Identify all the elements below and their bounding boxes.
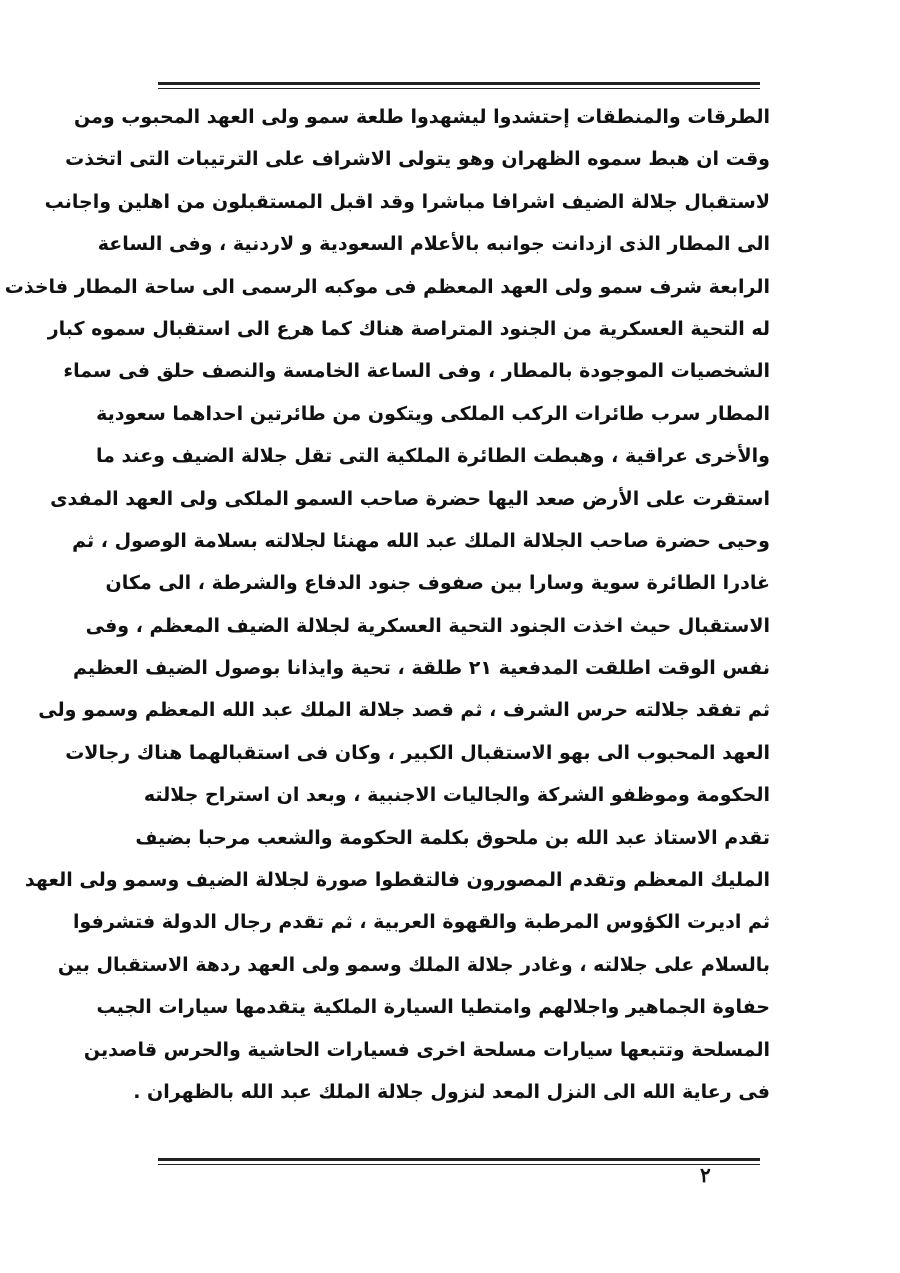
text-line: المليك المعظم وتقدم المصورون فالتقطوا صورة لجلالة الضيف وسمو ولى العهد bbox=[24, 869, 770, 892]
text-line: المطار سرب طائرات الركب الملكى ويتكون من طائرتين احداهما سعودية bbox=[96, 402, 770, 425]
top-rule bbox=[158, 82, 760, 85]
text-line: له التحية العسكرية من الجنود المتراصة هناك كما هرع الى استقبال سموه كبار bbox=[47, 317, 770, 340]
text-line: الطرقات والمنطقات إحتشدوا ليشهدوا طلعة سمو ولى العهد المحبوب ومن bbox=[74, 106, 770, 128]
text-line: المسلحة وتتبعها سيارات مسلحة اخرى فسيارات الحاشية والحرس قاصدين bbox=[83, 1038, 770, 1061]
text-line: وحيى حضرة صاحب الجلالة الملك عبد الله مهنئا لجلالته بسلامة الوصول ، ثم bbox=[72, 529, 770, 552]
text-line: والأخرى عراقية ، وهبطت الطائرة الملكية التى تقل جلالة الضيف وعند ما bbox=[95, 445, 770, 468]
page-number: ٢ bbox=[700, 1163, 711, 1187]
top-rule-thin bbox=[158, 88, 760, 89]
text-line-last: فى رعاية الله الى النزل المعد لنزول جلالة الملك عبد الله بالظهران . bbox=[133, 1080, 770, 1103]
text-line: ثم اديرت الكؤوس المرطبة والقهوة العربية ، ثم تقدم رجال الدولة فتشرفوا bbox=[72, 911, 770, 934]
text-line: الى المطار الذى ازدانت جوانبه بالأعلام السعودية و لاردنية ، وفى الساعة bbox=[97, 233, 770, 256]
text-line: وقت ان هبط سموه الظهران وهو يتولى الاشراف على الترتيبات التى اتخذت bbox=[65, 148, 770, 171]
text-line: لاستقبال جلالة الضيف اشرافا مباشرا وقد اقبل المستقبلون من اهلين واجانب bbox=[44, 190, 770, 213]
body-text bbox=[4, 96, 770, 1113]
text-line: غادرا الطائرة سوية وسارا بين صفوف جنود الدفاع والشرطة ، الى مكان bbox=[105, 572, 770, 595]
bottom-rule bbox=[158, 1158, 760, 1161]
text-line: تقدم الاستاذ عبد الله بن ملحوق بكلمة الحكومة والشعب مرحبا بضيف bbox=[135, 826, 770, 849]
text-line: ثم تفقد جلالته حرس الشرف ، ثم قصد جلالة الملك عبد الله المعظم وسمو ولى bbox=[38, 699, 770, 722]
text-line: نفس الوقت اطلقت المدفعية ٢١ طلقة ، تحية وايذانا بوصول الضيف العظيم bbox=[73, 657, 770, 680]
text-line: العهد المحبوب الى بهو الاستقبال الكبير ، وكان فى استقبالهما هناك رجالات bbox=[65, 741, 770, 764]
text-line: الاستقبال حيث اخذت الجنود التحية العسكرية لجلالة الضيف المعظم ، وفى bbox=[85, 614, 770, 637]
bottom-rule-thin bbox=[158, 1164, 760, 1165]
text-line: الرابعة شرف سمو ولى العهد المعظم فى موكبه الرسمى الى ساحة المطار فاخذت bbox=[4, 275, 770, 298]
text-line: بالسلام على جلالته ، وغادر جلالة الملك وسمو ولى العهد ردهة الاستقبال بين bbox=[57, 953, 770, 976]
text-line: استقرت على الأرض صعد اليها حضرة صاحب السمو الملكى ولى العهد المفدى bbox=[50, 487, 770, 510]
text-line: الحكومة وموظفو الشركة والجاليات الاجنبية ، وبعد ان استراح جلالته bbox=[143, 784, 770, 807]
text-line: حفاوة الجماهير واجلالهم وامتطيا السيارة الملكية يتقدمها سيارات الجيب bbox=[96, 996, 770, 1019]
text-line: الشخصيات الموجودة بالمطار ، وفى الساعة الخامسة والنصف حلق فى سماء bbox=[63, 360, 770, 383]
